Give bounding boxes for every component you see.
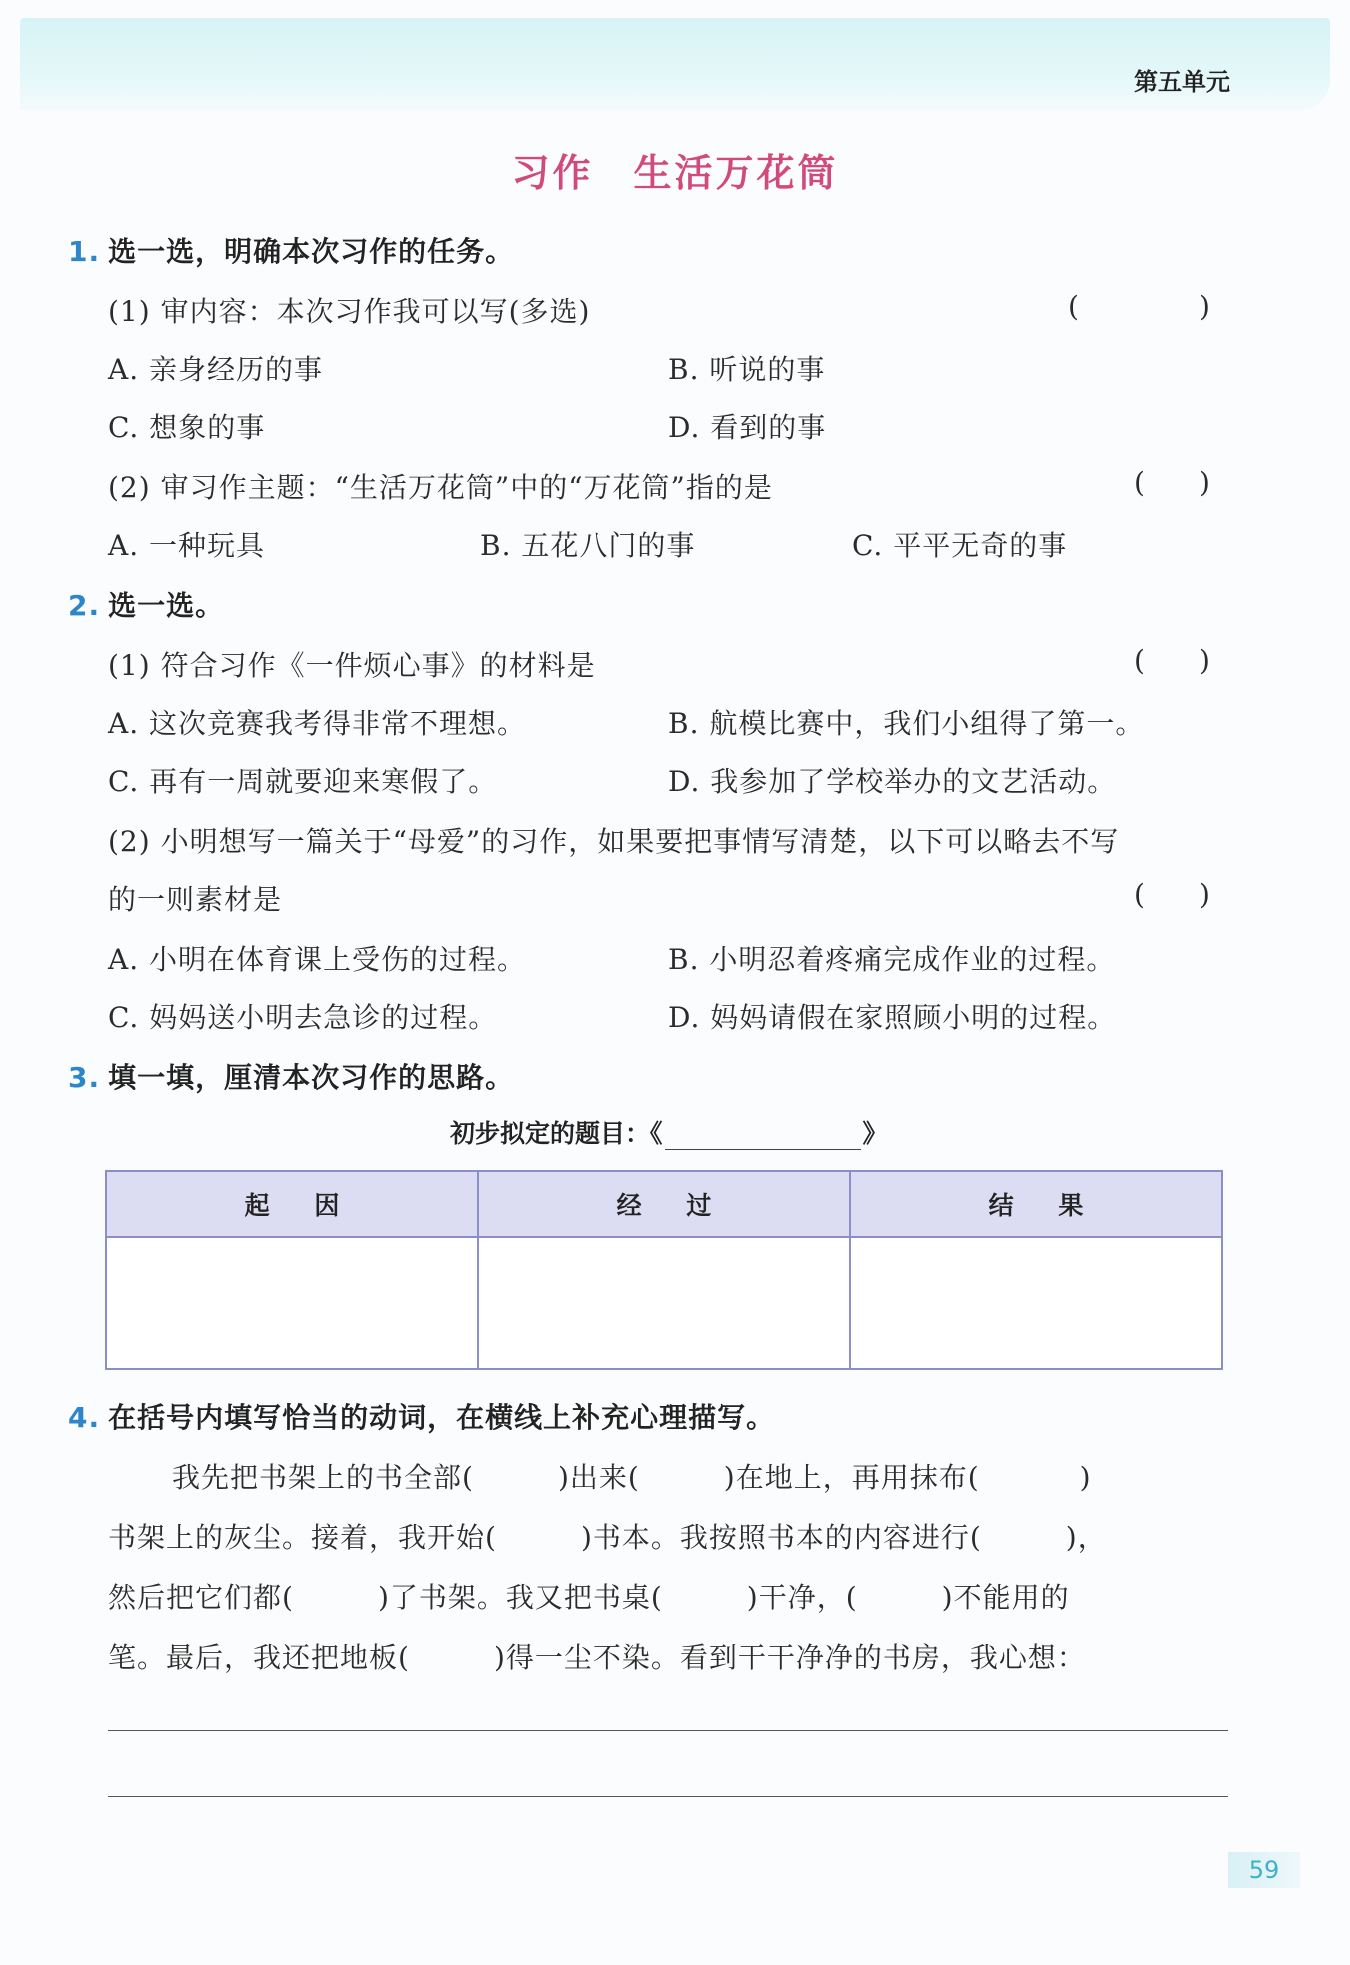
table-cell[interactable] bbox=[851, 1238, 1221, 1368]
table-cell[interactable] bbox=[107, 1238, 477, 1368]
title-part1: 习作 bbox=[511, 151, 594, 195]
question-2-heading bbox=[68, 584, 224, 624]
q1-sub2-stem: (2) 审习作主题：“生活万花筒”中的“万花筒”指的是 bbox=[108, 471, 773, 504]
question-title: 填一填，厘清本次习作的思路。 bbox=[108, 1061, 515, 1094]
question-4-heading bbox=[68, 1396, 775, 1436]
option-a: A. 亲身经历的事 bbox=[108, 353, 324, 386]
column-result bbox=[851, 1172, 1221, 1368]
q2-sub2-stem-line2: 的一则素材是 bbox=[108, 883, 283, 916]
question-1-heading bbox=[68, 230, 514, 270]
option-b: B. 五花八门的事 bbox=[480, 529, 696, 562]
draft-title-close: 》 bbox=[862, 1119, 888, 1148]
draft-title-label: 初步拟定的题目：《 bbox=[450, 1119, 663, 1148]
draft-title-line bbox=[450, 1114, 888, 1150]
option-d: D. 我参加了学校举办的文艺活动。 bbox=[668, 765, 1117, 798]
paragraph-line-3: 然后把它们都( )了书架。我又把书桌( )干净，( )不能用的 bbox=[108, 1581, 1070, 1614]
unit-label: 第五单元 bbox=[1134, 68, 1230, 96]
question-title: 在括号内填写恰当的动词，在横线上补充心理描写。 bbox=[108, 1401, 776, 1434]
option-b: B. 航模比赛中，我们小组得了第一。 bbox=[668, 707, 1145, 740]
option-b: B. 小明忍着疼痛完成作业的过程。 bbox=[668, 943, 1116, 976]
paragraph-line-2: 书架上的灰尘。接着，我开始( )书本。我按照书本的内容进行( )， bbox=[108, 1521, 1107, 1554]
answer-bracket[interactable]: ( ) bbox=[1068, 290, 1210, 323]
q1-sub1-stem: (1) 审内容：本次习作我可以写(多选) bbox=[108, 295, 591, 328]
question-title: 选一选。 bbox=[108, 589, 225, 622]
paragraph-line-4: 笔。最后，我还把地板( )得一尘不染。看到干干净净的书房，我心想： bbox=[108, 1641, 1086, 1674]
column-cause bbox=[107, 1172, 479, 1368]
writing-line[interactable] bbox=[108, 1730, 1228, 1731]
page-title bbox=[0, 142, 1350, 197]
option-b: B. 听说的事 bbox=[668, 353, 826, 386]
question-number: 1. bbox=[68, 235, 101, 268]
page-number: 59 bbox=[1228, 1852, 1300, 1888]
option-a: A. 小明在体育课上受伤的过程。 bbox=[108, 943, 527, 976]
option-d: D. 看到的事 bbox=[668, 411, 827, 444]
option-c: C. 妈妈送小明去急诊的过程。 bbox=[108, 1001, 498, 1034]
title-part2: 生活万花筒 bbox=[633, 151, 839, 195]
option-c: C. 再有一周就要迎来寒假了。 bbox=[108, 765, 498, 798]
question-number: 2. bbox=[68, 589, 101, 622]
draft-title-blank[interactable] bbox=[665, 1127, 861, 1150]
table-header: 结 果 bbox=[851, 1172, 1221, 1238]
option-c: C. 想象的事 bbox=[108, 411, 266, 444]
question-title: 选一选，明确本次习作的任务。 bbox=[108, 235, 515, 268]
table-header: 起 因 bbox=[107, 1172, 477, 1238]
answer-bracket[interactable]: ( ) bbox=[1134, 466, 1210, 499]
writing-line[interactable] bbox=[108, 1796, 1228, 1797]
question-3-heading bbox=[68, 1056, 514, 1096]
answer-bracket[interactable]: ( ) bbox=[1134, 878, 1210, 911]
option-a: A. 这次竞赛我考得非常不理想。 bbox=[108, 707, 527, 740]
writing-outline-table bbox=[105, 1170, 1223, 1370]
q2-sub2-stem-line1: (2) 小明想写一篇关于“母爱”的习作，如果要把事情写清楚，以下可以略去不写 bbox=[108, 825, 1120, 858]
question-number: 4. bbox=[68, 1401, 101, 1434]
column-process bbox=[479, 1172, 851, 1368]
option-c: C. 平平无奇的事 bbox=[852, 529, 1068, 562]
table-cell[interactable] bbox=[479, 1238, 849, 1368]
answer-bracket[interactable]: ( ) bbox=[1134, 644, 1210, 677]
option-a: A. 一种玩具 bbox=[108, 529, 266, 562]
question-number: 3. bbox=[68, 1061, 101, 1094]
q2-sub1-stem: (1) 符合习作《一件烦心事》的材料是 bbox=[108, 649, 596, 682]
paragraph-line-1: 我先把书架上的书全部( )出来( )在地上，再用抹布( ) bbox=[172, 1461, 1092, 1494]
table-header: 经 过 bbox=[479, 1172, 849, 1238]
option-d: D. 妈妈请假在家照顾小明的过程。 bbox=[668, 1001, 1117, 1034]
